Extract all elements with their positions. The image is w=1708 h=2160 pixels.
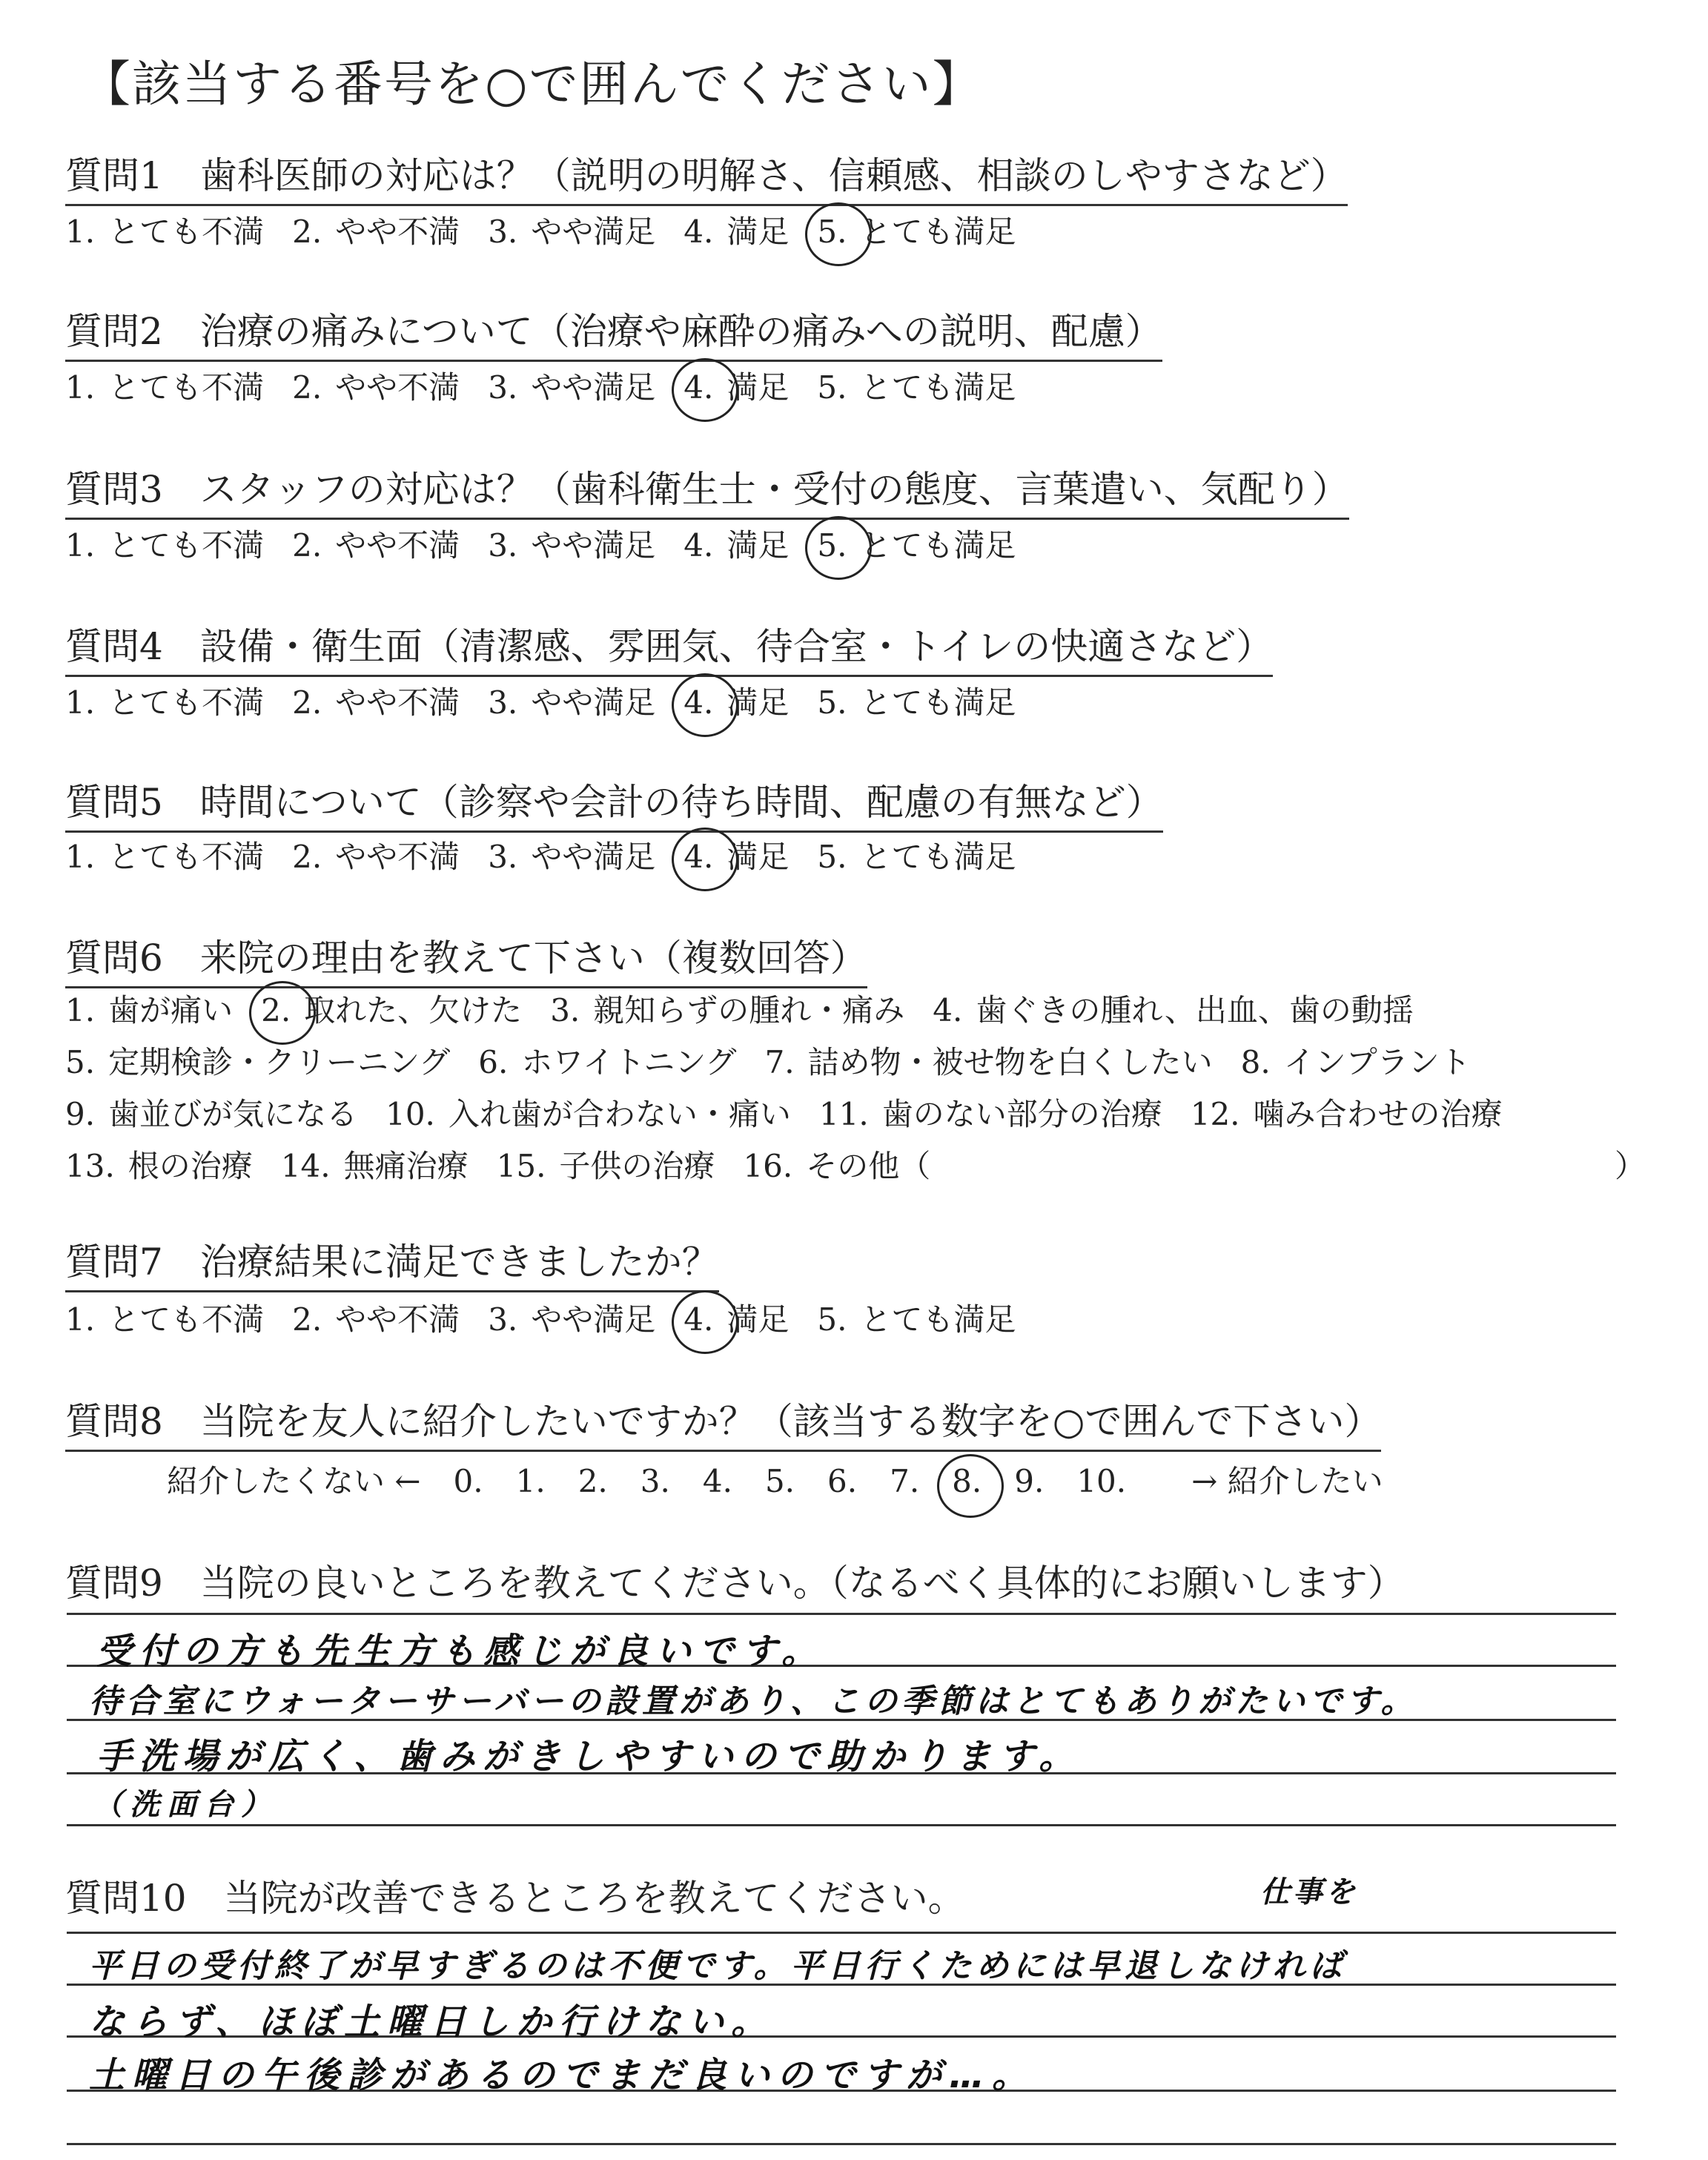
option-number: 5. (817, 839, 847, 875)
scale-value[interactable]: 6. (827, 1463, 858, 1499)
option-text: 歯が痛い (108, 992, 234, 1028)
answer-option[interactable] (488, 525, 655, 567)
scale-value[interactable]: 9. (1014, 1463, 1045, 1499)
answer-option[interactable] (683, 1299, 789, 1341)
option-text: 満足 (726, 527, 790, 564)
option-text: とても満足 (860, 684, 1016, 721)
answer-option[interactable] (683, 211, 789, 253)
answer-option[interactable] (65, 1042, 450, 1083)
option-number: 4. (933, 992, 963, 1028)
option-text: とても満足 (860, 1301, 1016, 1338)
option-text: 無痛治療 (343, 1148, 469, 1184)
answer-option[interactable] (478, 1042, 736, 1083)
answer-option[interactable] (819, 1094, 1162, 1135)
scale-value[interactable]: 10. (1076, 1463, 1127, 1499)
question-1-label: 質問1 歯科医師の対応は？（説明の明解さ、信頼感、相談のしやすさなど） (65, 152, 1348, 206)
option-text: やや満足 (531, 527, 656, 564)
option-number: 2. (292, 684, 322, 721)
option-number: 12. (1190, 1096, 1240, 1132)
selected-option-number: 4. (683, 684, 714, 721)
question-4-options (65, 682, 1044, 724)
scale-value-selected[interactable]: 8. (952, 1463, 982, 1499)
selected-option-number: 2. (261, 992, 291, 1028)
answer-option[interactable] (550, 990, 904, 1031)
option-number: 3. (488, 684, 518, 721)
answer-option[interactable] (488, 682, 655, 724)
question-8-scale (167, 1457, 1416, 1502)
scale-value[interactable]: 3. (640, 1463, 670, 1499)
option-text: とても満足 (860, 839, 1016, 875)
option-number: 2. (292, 839, 322, 875)
option-number: 1. (65, 1301, 96, 1338)
option-text: やや不満 (335, 1301, 460, 1338)
scale-value[interactable]: 7. (890, 1463, 920, 1499)
option-number: 5. (65, 1044, 96, 1080)
option-number: 5. (817, 1301, 847, 1338)
option-text: とても不満 (108, 369, 265, 406)
option-number: 15. (496, 1148, 546, 1184)
answer-option[interactable] (1241, 1042, 1471, 1083)
question-9-label: 質問9 当院の良いところを教えてください。（なるべく具体的にお願いします） (65, 1562, 1405, 1605)
answer-option[interactable] (683, 682, 789, 724)
answer-option[interactable] (488, 1299, 655, 1341)
option-number: 2. (292, 214, 322, 250)
q9-answer-line-3: 手洗場が広く、歯みがきしやすいので助かります。 (96, 1736, 1082, 1777)
option-text: とても不満 (108, 214, 265, 250)
option-text: やや満足 (531, 839, 656, 875)
answer-option[interactable] (488, 211, 655, 253)
answer-option[interactable] (817, 367, 1016, 409)
question-7-options (65, 1299, 1044, 1341)
scale-value[interactable]: 0. (453, 1463, 483, 1499)
question-7-label: 質問7 治療結果に満足できましたか？ (65, 1238, 719, 1292)
option-text: 詰め物・被せ物を白くしたい (807, 1044, 1213, 1080)
option-number: 11. (818, 1096, 869, 1132)
question-2-label: 質問2 治療の痛みについて（治療や麻酔の痛みへの説明、配慮） (65, 308, 1162, 362)
option-number: 4. (683, 527, 714, 564)
option-number: 4. (683, 214, 714, 250)
question-10-label: 質問10 当院が改善できるところを教えてください。 (65, 1877, 965, 1920)
option-text: やや不満 (335, 369, 460, 406)
answer-option[interactable] (65, 211, 264, 253)
option-text: やや不満 (335, 214, 460, 250)
question-3-options (65, 525, 1044, 567)
question-6-label: 質問6 来院の理由を教えて下さい（複数回答） (65, 934, 867, 988)
option-text: 満足 (726, 1301, 790, 1338)
question-6-row-4 (65, 1146, 959, 1187)
option-text: 満足 (726, 839, 790, 875)
q10-insert-note: 仕事を (1260, 1875, 1358, 1909)
option-number: 1. (65, 527, 96, 564)
scale-value[interactable]: 2. (577, 1463, 608, 1499)
option-text: とても満足 (860, 369, 1016, 406)
question-6-row-3 (65, 1094, 1531, 1135)
question-8-label: 質問8 当院を友人に紹介したいですか？（該当する数字を○で囲んで下さい） (65, 1398, 1381, 1452)
option-text: 歯のない部分の治療 (881, 1096, 1162, 1132)
option-text: 歯ぐきの腫れ、出血、歯の動揺 (976, 992, 1414, 1028)
option-number: 1. (65, 214, 96, 250)
option-number: 10. (385, 1096, 435, 1132)
answer-option[interactable] (385, 1094, 791, 1135)
option-text: とても不満 (108, 684, 265, 721)
option-text: やや満足 (531, 369, 656, 406)
option-text: 噛み合わせの治療 (1253, 1096, 1503, 1132)
q9-answer-line-1: 受付の方も先生方も感じが良いです。 (96, 1631, 825, 1672)
answer-option[interactable] (1191, 1094, 1503, 1135)
q10-answer-line-2: ならず、ほぼ土曜日しか行けない。 (89, 2001, 775, 2043)
answer-option[interactable] (488, 836, 655, 878)
answer-option[interactable] (65, 1146, 253, 1187)
option-text: 定期検診・クリーニング (108, 1044, 451, 1080)
scale-value[interactable]: 1. (515, 1463, 546, 1499)
question-6-row-2 (65, 1042, 1499, 1083)
option-number: 3. (550, 992, 580, 1028)
answer-option[interactable] (817, 525, 1016, 567)
answer-line (67, 1932, 1616, 1934)
option-text: やや満足 (531, 1301, 656, 1338)
option-number: 2. (292, 1301, 322, 1338)
option-text: やや不満 (335, 684, 460, 721)
option-number: 3. (488, 369, 518, 406)
option-number: 6. (478, 1044, 509, 1080)
option-number: 14. (280, 1148, 331, 1184)
option-text: やや不満 (335, 839, 460, 875)
answer-line (67, 1824, 1616, 1826)
selected-option-number: 4. (683, 369, 714, 406)
selected-option-number: 5. (817, 527, 847, 564)
answer-option[interactable] (817, 1299, 1016, 1341)
answer-option[interactable] (683, 836, 789, 878)
scale-right-label: → 紹介したい (1191, 1463, 1383, 1499)
option-number: 3. (488, 839, 518, 875)
option-text: ホワイトニング (521, 1044, 737, 1080)
answer-option[interactable] (683, 525, 789, 567)
question-5-options (65, 836, 1044, 878)
option-text: 満足 (726, 684, 790, 721)
question-3-label: 質問3 スタッフの対応は？（歯科衛生士・受付の態度、言葉遣い、気配り） (65, 466, 1349, 520)
option-number: 1. (65, 369, 96, 406)
option-number: 16. (743, 1148, 793, 1184)
q9-answer-line-2: 待合室にウォーターサーバーの設置があり、この季節はとてもありがたいです。 (89, 1682, 1418, 1720)
answer-option[interactable] (933, 990, 1414, 1031)
answer-option[interactable] (683, 367, 789, 409)
option-number: 9. (65, 1096, 96, 1132)
option-text: やや満足 (531, 214, 656, 250)
option-text: 歯並びが気になる (108, 1096, 358, 1132)
answer-option[interactable] (292, 836, 460, 878)
selected-option-number: 4. (683, 839, 714, 875)
option-number: 13. (65, 1148, 115, 1184)
option-text: とても不満 (108, 1301, 265, 1338)
answer-option[interactable] (292, 367, 460, 409)
answer-option[interactable] (497, 1146, 715, 1187)
answer-option[interactable] (65, 836, 264, 878)
q9-answer-line-4: （洗面台） (93, 1788, 278, 1822)
question-1-options (65, 211, 1044, 253)
option-number: 8. (1240, 1044, 1271, 1080)
answer-option[interactable] (292, 525, 460, 567)
answer-option[interactable] (65, 1299, 264, 1341)
answer-option[interactable] (765, 1042, 1213, 1083)
option-text: 根の治療 (128, 1148, 253, 1184)
question-6-other-close: ） (1615, 1148, 1646, 1184)
answer-option[interactable] (292, 1299, 460, 1341)
option-number: 1. (65, 684, 96, 721)
option-text: とても不満 (108, 839, 265, 875)
question-6-row-1 (65, 990, 1442, 1031)
option-text: とても不満 (108, 527, 265, 564)
question-4-label: 質問4 設備・衛生面（清潔感、雰囲気、待合室・トイレの快適さなど） (65, 623, 1273, 677)
option-number: 3. (488, 214, 518, 250)
answer-option[interactable] (65, 525, 264, 567)
page-title: 【該当する番号を○で囲んでください】 (82, 56, 983, 113)
option-text: 取れた、欠けた (304, 992, 523, 1028)
answer-option[interactable] (65, 367, 264, 409)
answer-option[interactable] (743, 1146, 930, 1187)
option-text: 満足 (726, 369, 790, 406)
answer-option[interactable] (292, 682, 460, 724)
answer-option[interactable] (488, 367, 655, 409)
scale-left-label: 紹介したくない ← (167, 1463, 421, 1499)
answer-option[interactable] (281, 1146, 469, 1187)
option-text: とても満足 (860, 527, 1016, 564)
answer-line (67, 2143, 1616, 2145)
option-number: 3. (488, 1301, 518, 1338)
answer-option[interactable] (65, 682, 264, 724)
option-text: インプラント (1283, 1044, 1471, 1080)
answer-option[interactable] (817, 836, 1016, 878)
answer-option[interactable] (65, 1094, 357, 1135)
option-number: 1. (65, 992, 96, 1028)
selected-option-number: 4. (683, 1301, 714, 1338)
option-text: とても満足 (860, 214, 1016, 250)
answer-option[interactable] (65, 990, 233, 1031)
q10-answer-line-3: 土曜日の午後診があるのでまだ良いのですが…。 (89, 2055, 1036, 2096)
answer-option[interactable] (817, 682, 1016, 724)
option-number: 2. (292, 527, 322, 564)
option-number: 1. (65, 839, 96, 875)
option-text: 子供の治療 (559, 1148, 715, 1184)
selected-option-number: 5. (817, 214, 847, 250)
option-text: 親知らずの腫れ・痛み (593, 992, 905, 1028)
option-number: 5. (817, 369, 847, 406)
question-2-options (65, 367, 1044, 409)
option-text: やや不満 (335, 527, 460, 564)
answer-option[interactable] (817, 211, 1016, 253)
scale-value[interactable]: 5. (764, 1463, 795, 1499)
answer-option[interactable] (261, 990, 522, 1031)
answer-line (67, 1613, 1616, 1615)
option-number: 5. (817, 684, 847, 721)
q10-answer-line-1: 平日の受付終了が早すぎるのは不便です。平日行くためには早退しなければ (89, 1947, 1347, 1985)
option-number: 3. (488, 527, 518, 564)
option-text: その他（ (806, 1148, 931, 1184)
answer-option[interactable] (292, 211, 460, 253)
scale-value[interactable]: 4. (702, 1463, 732, 1499)
question-5-label: 質問5 時間について（診察や会計の待ち時間、配慮の有無など） (65, 779, 1163, 833)
option-number: 2. (292, 369, 322, 406)
option-number: 7. (764, 1044, 795, 1080)
option-text: 入れ歯が合わない・痛い (448, 1096, 791, 1132)
option-text: やや満足 (531, 684, 656, 721)
option-text: 満足 (726, 214, 790, 250)
